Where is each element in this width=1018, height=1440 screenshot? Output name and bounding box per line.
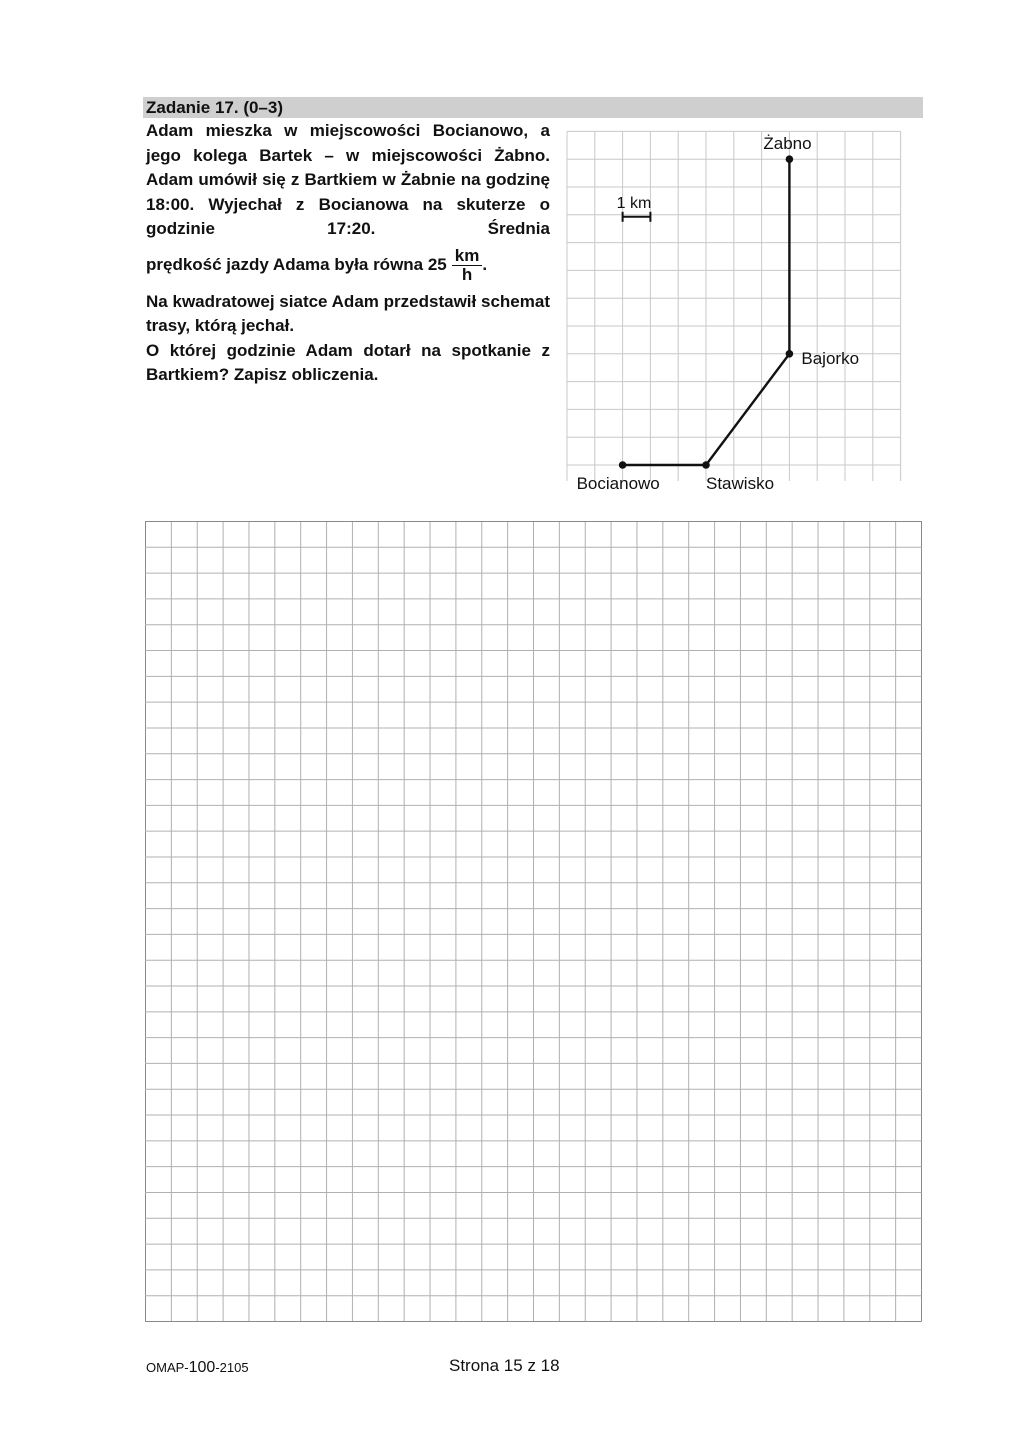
exam-code-number: 100 bbox=[188, 1359, 216, 1376]
task-header: Zadanie 17. (0–3) bbox=[143, 97, 923, 118]
speed-unit-denominator: h bbox=[461, 265, 473, 284]
task-text bbox=[146, 119, 550, 388]
speed-line bbox=[146, 242, 550, 290]
scale-label: 1 km bbox=[616, 194, 652, 212]
task-paragraph-2: Na kwadratowej siatce Adam przedstawił schemat trasy, którą jechał. bbox=[146, 291, 550, 335]
speed-prefix: prędkość jazdy Adama była równa 25 bbox=[146, 255, 447, 275]
exam-code-suffix: -2105 bbox=[215, 1360, 249, 1375]
route-point bbox=[702, 461, 710, 469]
scale-bar bbox=[617, 195, 652, 222]
task-paragraph-3: O której godzinie Adam dotarł na spotkanie z Bartkiem? Zapisz obliczenia. bbox=[146, 340, 550, 384]
exam-code-prefix: OMAP- bbox=[146, 1360, 189, 1375]
route-point bbox=[786, 155, 794, 163]
task-paragraph-1: Adam mieszka w miejscowości Bocianowo, a jego kolega Bartek – w miejscowości Żabno. Adam umówił się z Bartkiem w Żabnie na godzinę 18:00. Wyjechał z Bocianowa na skuterze o godzinie 17:20. Średnia bbox=[146, 121, 550, 238]
place-label: Bocianowo bbox=[576, 474, 660, 493]
speed-unit-fraction bbox=[452, 247, 483, 284]
answer-grid[interactable] bbox=[145, 521, 922, 1322]
place-labels bbox=[577, 134, 859, 493]
route-point bbox=[786, 350, 794, 358]
route-diagram bbox=[565, 125, 925, 505]
place-label: Bajorko bbox=[801, 348, 860, 368]
page-number: Strona 15 z 18 bbox=[449, 1356, 560, 1375]
exam-code bbox=[146, 1359, 249, 1377]
route-point bbox=[619, 461, 627, 469]
speed-suffix: . bbox=[482, 255, 488, 275]
place-label: Stawisko bbox=[706, 474, 775, 493]
place-label: Żabno bbox=[763, 134, 812, 154]
speed-unit-numerator: km bbox=[452, 247, 483, 266]
